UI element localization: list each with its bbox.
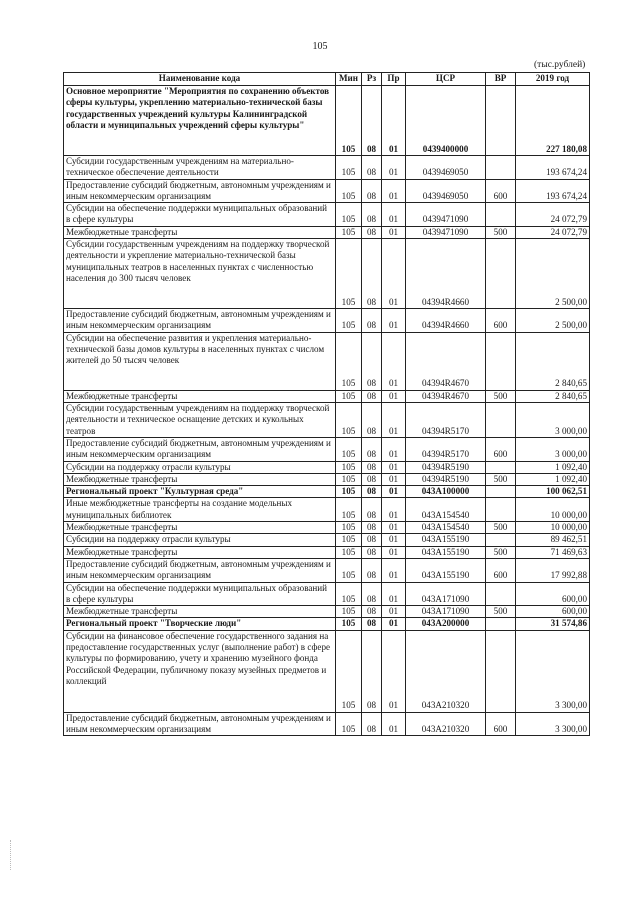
header-vr: ВР — [486, 73, 516, 86]
row-sum: 227 180,08 — [516, 86, 590, 156]
row-name: Региональный проект "Культурная среда" — [64, 486, 336, 498]
row-csr: 0439469050 — [406, 179, 486, 203]
row-pr: 01 — [382, 558, 406, 582]
row-csr: 043A100000 — [406, 486, 486, 498]
row-name: Субсидии на поддержку отрасли культуры — [64, 461, 336, 473]
row-csr: 043A200000 — [406, 618, 486, 630]
row-min: 105 — [336, 582, 362, 606]
row-sum: 71 469,63 — [516, 546, 590, 558]
row-vr: 600 — [486, 558, 516, 582]
row-name: Межбюджетные трансферты — [64, 546, 336, 558]
row-sum: 10 000,00 — [516, 522, 590, 534]
row-pr: 01 — [382, 618, 406, 630]
row-sum: 193 674,24 — [516, 179, 590, 203]
row-rz: 08 — [362, 156, 382, 180]
row-pr: 01 — [382, 239, 406, 309]
row-csr: 043A171090 — [406, 582, 486, 606]
row-sum: 2 840,65 — [516, 332, 590, 390]
row-pr: 01 — [382, 179, 406, 203]
row-csr: 043A210320 — [406, 712, 486, 736]
row-name: Межбюджетные трансферты — [64, 522, 336, 534]
row-vr — [486, 156, 516, 180]
row-csr: 0439471090 — [406, 203, 486, 227]
row-rz: 08 — [362, 618, 382, 630]
row-pr: 01 — [382, 712, 406, 736]
row-sum: 600,00 — [516, 582, 590, 606]
row-rz: 08 — [362, 226, 382, 238]
row-sum: 1 092,40 — [516, 461, 590, 473]
row-sum: 10 000,00 — [516, 498, 590, 522]
row-min: 105 — [336, 486, 362, 498]
units-label: (тыс.рублей) — [534, 60, 586, 70]
row-min: 105 — [336, 203, 362, 227]
row-name: Субсидии на финансовое обеспечение государственного задания на предоставление государственных услуг (выполнение работ) в сфере культуры по формированию, учету и хранению музейного фонда Российской Федерации, публичному показу музейных предметов и коллекций — [64, 630, 336, 712]
row-sum: 3 300,00 — [516, 712, 590, 736]
table-row — [64, 156, 590, 180]
table-row — [64, 226, 590, 238]
row-csr: 043A171090 — [406, 606, 486, 618]
row-pr: 01 — [382, 156, 406, 180]
row-rz: 08 — [362, 486, 382, 498]
row-name: Предоставление субсидий бюджетным, автономным учреждениям и иным некоммерческим организациям — [64, 712, 336, 736]
row-vr: 500 — [486, 546, 516, 558]
row-rz: 08 — [362, 239, 382, 309]
row-pr: 01 — [382, 534, 406, 546]
table-row — [64, 522, 590, 534]
table-row — [64, 486, 590, 498]
row-min: 105 — [336, 461, 362, 473]
row-vr — [486, 486, 516, 498]
row-csr: 04394R5170 — [406, 402, 486, 437]
row-pr: 01 — [382, 630, 406, 712]
table-row — [64, 461, 590, 473]
row-sum: 1 092,40 — [516, 473, 590, 485]
row-pr: 01 — [382, 498, 406, 522]
table-row — [64, 179, 590, 203]
row-pr: 01 — [382, 473, 406, 485]
header-rz: Рз — [362, 73, 382, 86]
row-pr: 01 — [382, 86, 406, 156]
row-rz: 08 — [362, 332, 382, 390]
row-rz: 08 — [362, 522, 382, 534]
row-vr — [486, 239, 516, 309]
row-vr: 600 — [486, 437, 516, 461]
row-min: 105 — [336, 86, 362, 156]
row-min: 105 — [336, 332, 362, 390]
table-header-row — [64, 73, 590, 86]
row-vr: 500 — [486, 226, 516, 238]
row-name: Субсидии государственным учреждениям на поддержку творческой деятельности и техническое оснащение детских и кукольных театров — [64, 402, 336, 437]
header-pr: Пр — [382, 73, 406, 86]
row-vr — [486, 203, 516, 227]
row-min: 105 — [336, 390, 362, 402]
table-row — [64, 473, 590, 485]
row-vr: 600 — [486, 712, 516, 736]
row-min: 105 — [336, 630, 362, 712]
row-csr: 0439469050 — [406, 156, 486, 180]
row-sum: 3 000,00 — [516, 402, 590, 437]
row-min: 105 — [336, 437, 362, 461]
row-vr — [486, 461, 516, 473]
row-vr — [486, 630, 516, 712]
row-name: Субсидии государственным учреждениям на материально-техническое обеспечение деятельности — [64, 156, 336, 180]
row-rz: 08 — [362, 461, 382, 473]
row-pr: 01 — [382, 437, 406, 461]
row-sum: 24 072,79 — [516, 226, 590, 238]
row-name: Региональный проект "Творческие люди" — [64, 618, 336, 630]
row-name: Субсидии на поддержку отрасли культуры — [64, 534, 336, 546]
row-csr: 04394R5170 — [406, 437, 486, 461]
table-row — [64, 86, 590, 156]
row-sum: 89 462,51 — [516, 534, 590, 546]
header-name: Наименование кода — [64, 73, 336, 86]
row-rz: 08 — [362, 534, 382, 546]
row-csr: 04394R4670 — [406, 390, 486, 402]
row-csr: 043A155190 — [406, 534, 486, 546]
row-rz: 08 — [362, 582, 382, 606]
row-name: Субсидии на обеспечение поддержки муниципальных образований в сфере культуры — [64, 582, 336, 606]
row-sum: 31 574,86 — [516, 618, 590, 630]
table-row — [64, 203, 590, 227]
row-min: 105 — [336, 534, 362, 546]
row-rz: 08 — [362, 606, 382, 618]
row-sum: 17 992,88 — [516, 558, 590, 582]
row-min: 105 — [336, 309, 362, 333]
row-pr: 01 — [382, 226, 406, 238]
row-sum: 193 674,24 — [516, 156, 590, 180]
budget-table — [63, 72, 590, 736]
row-vr: 600 — [486, 309, 516, 333]
row-csr: 04394R5190 — [406, 473, 486, 485]
row-sum: 3 300,00 — [516, 630, 590, 712]
scan-margin-mark — [10, 840, 14, 870]
header-year: 2019 год — [516, 73, 590, 86]
table-row — [64, 582, 590, 606]
row-rz: 08 — [362, 630, 382, 712]
row-csr: 043A210320 — [406, 630, 486, 712]
table-row — [64, 534, 590, 546]
row-name: Межбюджетные трансферты — [64, 473, 336, 485]
row-pr: 01 — [382, 486, 406, 498]
row-min: 105 — [336, 546, 362, 558]
row-min: 105 — [336, 498, 362, 522]
row-rz: 08 — [362, 498, 382, 522]
row-pr: 01 — [382, 582, 406, 606]
row-name: Субсидии государственным учреждениям на поддержку творческой деятельности и укрепление материально-технической базы муниципальных театров в населенных пунктах с численностью населения до 300 тысяч человек — [64, 239, 336, 309]
table-row — [64, 390, 590, 402]
table-row — [64, 606, 590, 618]
row-sum: 2 500,00 — [516, 239, 590, 309]
row-min: 105 — [336, 402, 362, 437]
row-csr: 04394R4670 — [406, 332, 486, 390]
row-rz: 08 — [362, 437, 382, 461]
row-rz: 08 — [362, 712, 382, 736]
row-rz: 08 — [362, 558, 382, 582]
row-csr: 043A155190 — [406, 558, 486, 582]
row-name: Субсидии на обеспечение поддержки муниципальных образований в сфере культуры — [64, 203, 336, 227]
row-sum: 2 500,00 — [516, 309, 590, 333]
row-pr: 01 — [382, 461, 406, 473]
row-rz: 08 — [362, 86, 382, 156]
row-min: 105 — [336, 618, 362, 630]
table-row — [64, 630, 590, 712]
row-pr: 01 — [382, 332, 406, 390]
row-name: Предоставление субсидий бюджетным, автономным учреждениям и иным некоммерческим организациям — [64, 179, 336, 203]
row-pr: 01 — [382, 309, 406, 333]
row-csr: 0439400000 — [406, 86, 486, 156]
row-rz: 08 — [362, 203, 382, 227]
row-rz: 08 — [362, 390, 382, 402]
table-row — [64, 309, 590, 333]
row-vr — [486, 618, 516, 630]
row-min: 105 — [336, 239, 362, 309]
row-vr: 500 — [486, 473, 516, 485]
row-vr — [486, 498, 516, 522]
row-vr: 500 — [486, 606, 516, 618]
row-name: Предоставление субсидий бюджетным, автономным учреждениям и иным некоммерческим организациям — [64, 309, 336, 333]
row-csr: 043A154540 — [406, 522, 486, 534]
row-min: 105 — [336, 179, 362, 203]
row-min: 105 — [336, 156, 362, 180]
row-csr: 043A154540 — [406, 498, 486, 522]
row-pr: 01 — [382, 402, 406, 437]
row-vr: 500 — [486, 522, 516, 534]
row-rz: 08 — [362, 179, 382, 203]
row-name: Иные межбюджетные трансферты на создание модельных муниципальных библиотек — [64, 498, 336, 522]
row-vr — [486, 332, 516, 390]
row-csr: 04394R4660 — [406, 239, 486, 309]
row-vr: 500 — [486, 390, 516, 402]
row-rz: 08 — [362, 402, 382, 437]
row-name: Межбюджетные трансферты — [64, 606, 336, 618]
row-name: Межбюджетные трансферты — [64, 226, 336, 238]
row-csr: 04394R4660 — [406, 309, 486, 333]
table-row — [64, 437, 590, 461]
row-name: Межбюджетные трансферты — [64, 390, 336, 402]
table-row — [64, 558, 590, 582]
table-row — [64, 332, 590, 390]
table-row — [64, 618, 590, 630]
row-pr: 01 — [382, 606, 406, 618]
row-sum: 600,00 — [516, 606, 590, 618]
row-min: 105 — [336, 473, 362, 485]
row-min: 105 — [336, 226, 362, 238]
table-row — [64, 712, 590, 736]
row-name: Основное мероприятие "Мероприятия по сохранению объектов сферы культуры, укреплению материально-технической базы государственных учреждений культуры Калининградской области и муниципальных учреждений сферы культуры" — [64, 86, 336, 156]
table-row — [64, 546, 590, 558]
row-pr: 01 — [382, 203, 406, 227]
table-body — [64, 86, 590, 736]
page-number: 105 — [312, 41, 328, 52]
table-row — [64, 402, 590, 437]
row-min: 105 — [336, 558, 362, 582]
row-rz: 08 — [362, 546, 382, 558]
row-rz: 08 — [362, 473, 382, 485]
table-row — [64, 498, 590, 522]
row-rz: 08 — [362, 309, 382, 333]
header-min: Мин — [336, 73, 362, 86]
row-pr: 01 — [382, 522, 406, 534]
row-name: Предоставление субсидий бюджетным, автономным учреждениям и иным некоммерческим организациям — [64, 558, 336, 582]
row-csr: 04394R5190 — [406, 461, 486, 473]
row-sum: 24 072,79 — [516, 203, 590, 227]
row-name: Субсидии на обеспечение развития и укрепления материально-технической базы домов культуры в населенных пунктах с числом жителей до 50 тысяч человек — [64, 332, 336, 390]
row-sum: 100 062,51 — [516, 486, 590, 498]
row-vr — [486, 86, 516, 156]
row-min: 105 — [336, 712, 362, 736]
row-sum: 2 840,65 — [516, 390, 590, 402]
table-row — [64, 239, 590, 309]
row-vr: 600 — [486, 179, 516, 203]
row-pr: 01 — [382, 546, 406, 558]
header-csr: ЦСР — [406, 73, 486, 86]
row-vr — [486, 534, 516, 546]
row-vr — [486, 402, 516, 437]
row-csr: 0439471090 — [406, 226, 486, 238]
row-sum: 3 000,00 — [516, 437, 590, 461]
row-min: 105 — [336, 606, 362, 618]
row-csr: 043A155190 — [406, 546, 486, 558]
row-name: Предоставление субсидий бюджетным, автономным учреждениям и иным некоммерческим организациям — [64, 437, 336, 461]
row-min: 105 — [336, 522, 362, 534]
row-pr: 01 — [382, 390, 406, 402]
row-vr — [486, 582, 516, 606]
